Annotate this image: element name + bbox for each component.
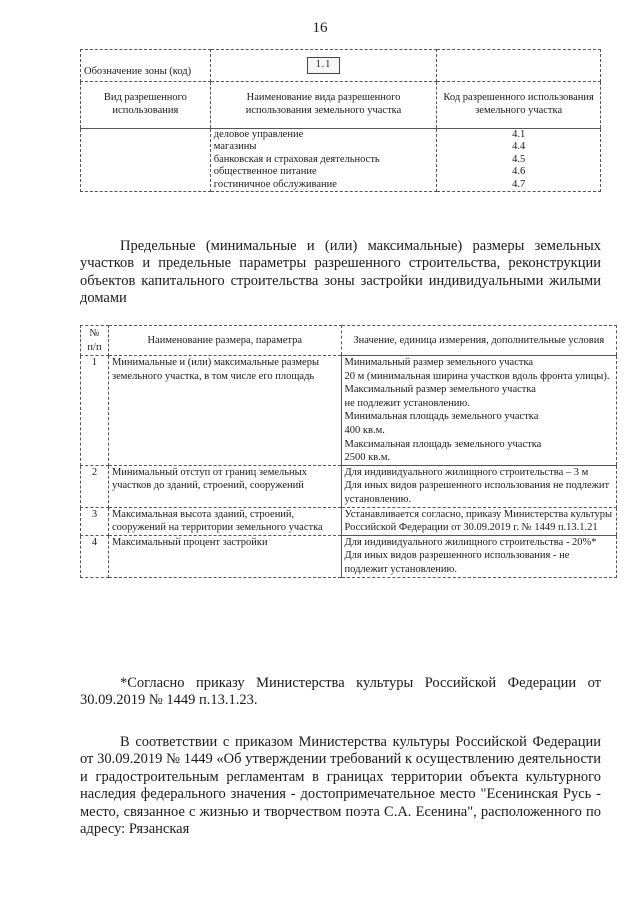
- zone-uses-list-row: [81, 128, 601, 192]
- zone-code-box: 1.1: [307, 57, 341, 74]
- value-line: Устанавливается согласно, приказу Министерства культуры Российской Федерации от 30.09.2019 г. № 1449 п.13.1.21: [344, 508, 612, 534]
- params-row-value: [341, 465, 616, 507]
- zone-code-empty-cell: [437, 50, 601, 82]
- value-line: Максимальная площадь земельного участка: [344, 438, 542, 450]
- section-heading: Предельные (минимальные и (или) максимальные) размеры земельных участков и предельные параметры разрешенного строительства, реконструкции объектов капитального строительства зоны застройки индивидуальными жилыми домами: [80, 238, 601, 307]
- use-code: 4.1: [512, 128, 526, 140]
- params-row-name: Минимальные и (или) максимальные размеры земельного участка, в том числе его площадь: [108, 356, 341, 466]
- zone-header-use-type: Вид разрешенного использования: [81, 81, 211, 128]
- closing-paragraph: В соответствии с приказом Министерства культуры Российской Федерации от 30.09.2019 № 1449 «Об утверждении требований к осуществлению деятельности и градостроительным регламентам в границах территории объекта культурного наследия федерального значения - достопримечательное место "Есенинская Русь - место, связанное с жизнью и творчеством поэта С.А. Есенина", расположенного по адресу: Рязанская: [80, 734, 601, 838]
- zone-table-header-row: [81, 81, 601, 128]
- params-row-value: [341, 507, 616, 535]
- params-row-value: [341, 356, 616, 466]
- value-line: Для иных видов разрешенного использования - не подлежит установлению.: [344, 550, 570, 575]
- params-row: [81, 465, 617, 507]
- zone-uses-empty-cell: [81, 128, 211, 192]
- params-row-value: [341, 535, 616, 577]
- zone-uses-codes-cell: [437, 128, 601, 192]
- params-header-value: Значение, единица измерения, дополнительные условия: [341, 326, 616, 356]
- params-row: [81, 356, 617, 466]
- params-row-num: 4: [81, 535, 109, 577]
- params-row-name: Максимальный процент застройки: [108, 535, 341, 577]
- params-header-num: № п/п: [81, 326, 109, 356]
- use-name: банковская и страховая деятельность: [213, 153, 380, 165]
- params-row: [81, 535, 617, 577]
- use-name: гостиничное обслуживание: [213, 178, 337, 190]
- zone-label-cell: Обозначение зоны (код): [81, 50, 211, 82]
- params-row-name: Максимальная высота зданий, строений, сооружений на территории земельного участка: [108, 507, 341, 535]
- use-code: 4.4: [512, 141, 526, 152]
- value-line: Для индивидуального жилищного строительства - 20%*: [344, 536, 597, 548]
- use-code: 4.7: [512, 178, 526, 190]
- zone-code-row: [81, 50, 601, 82]
- params-row-num: 2: [81, 465, 109, 507]
- params-row-num: 1: [81, 356, 109, 466]
- value-line: 2500 кв.м.: [344, 452, 391, 464]
- value-line: не подлежит установлению.: [344, 397, 470, 409]
- params-row-num: 3: [81, 507, 109, 535]
- params-row-name: Минимальный отступ от границ земельных участков до зданий, строений, сооружений: [108, 465, 341, 507]
- value-line: Для индивидуального жилищного строительства – 3 м: [344, 466, 589, 478]
- use-name: магазины: [213, 141, 257, 152]
- zone-code-cell: [210, 50, 436, 82]
- zone-uses-table: [80, 49, 601, 192]
- zone-header-use-code: Код разрешенного использования земельного участка: [437, 81, 601, 128]
- footnote: *Согласно приказу Министерства культуры Российской Федерации от 30.09.2019 № 1449 п.13.1.23.: [80, 675, 601, 709]
- value-line: 400 кв.м.: [344, 424, 385, 436]
- page-number: 16: [312, 20, 328, 36]
- use-name: деловое управление: [213, 128, 304, 140]
- use-code: 4.6: [512, 166, 526, 177]
- value-line: Максимальный размер земельного участка: [344, 384, 536, 396]
- value-line: 20 м (минимальная ширина участков вдоль фронта улицы).: [344, 370, 610, 382]
- params-row: [81, 507, 617, 535]
- use-name: общественное питание: [213, 166, 317, 177]
- parameters-table: [80, 325, 617, 578]
- value-line: Минимальный размер земельного участка: [344, 357, 534, 368]
- zone-header-use-name: Наименование вида разрешенного использования земельного участка: [210, 81, 436, 128]
- params-header-row: [81, 326, 617, 356]
- zone-uses-names-cell: [210, 128, 436, 192]
- use-code: 4.5: [512, 153, 526, 165]
- value-line: Для иных видов разрешенного использования не подлежит установлению.: [344, 480, 610, 505]
- params-header-name: Наименование размера, параметра: [108, 326, 341, 356]
- value-line: Минимальная площадь земельного участка: [344, 411, 539, 423]
